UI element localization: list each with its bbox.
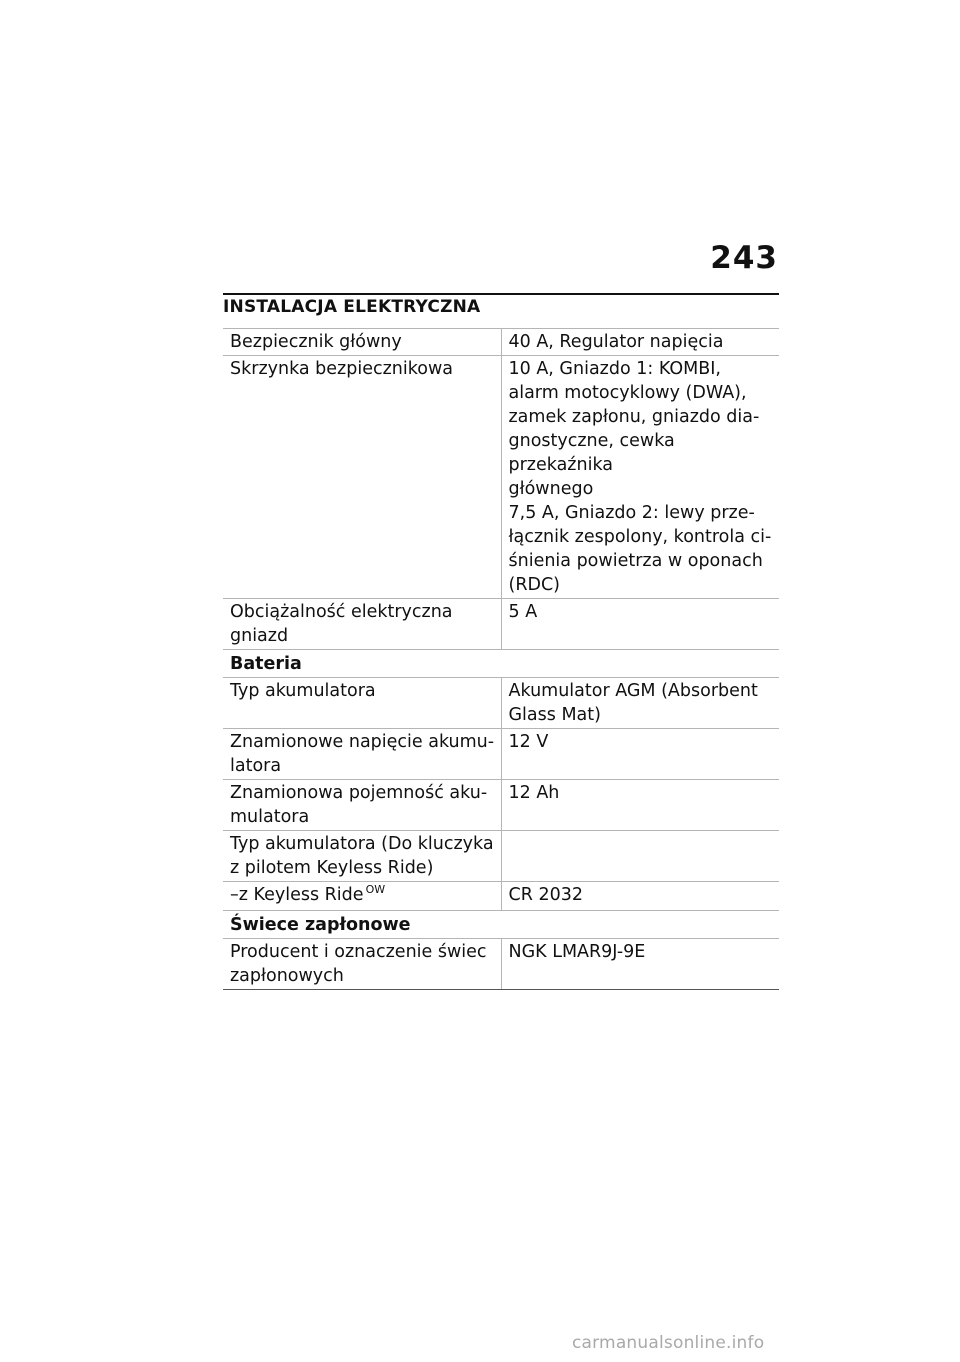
value-line: głównego	[508, 479, 594, 499]
label-line: z pilotem Keyless Ride)	[230, 858, 434, 878]
row-label	[223, 780, 501, 831]
row-label	[223, 729, 501, 780]
table-row	[223, 831, 779, 882]
row-value: 12 V	[501, 729, 779, 780]
table-row	[223, 882, 779, 911]
value-line: 7,5 A, Gniazdo 2: lewy prze-	[508, 503, 755, 523]
watermark: carmanualsonline.info	[572, 1333, 765, 1353]
row-label	[223, 882, 501, 911]
section-title: INSTALACJA ELEKTRYCZNA	[223, 297, 481, 317]
value-line: alarm motocyklowy (DWA),	[508, 383, 747, 403]
label-line: Znamionowa pojemność aku-	[230, 783, 488, 803]
row-value: 40 A, Regulator napięcia	[501, 329, 779, 356]
table-row	[223, 939, 779, 990]
label-line: mulatora	[230, 807, 310, 827]
spec-table	[223, 328, 779, 990]
label-superscript: OW	[365, 883, 386, 896]
row-value	[501, 831, 779, 882]
label-line: zapłonowych	[230, 966, 344, 986]
label-line: Obciążalność elektryczna	[230, 602, 453, 622]
label-line: Producent i oznaczenie świec	[230, 942, 487, 962]
table-row	[223, 780, 779, 831]
row-label: Skrzynka bezpiecznikowa	[223, 356, 501, 599]
table-row	[223, 329, 779, 356]
group-heading-spark-plugs: Świece zapłonowe	[223, 911, 779, 939]
table-row	[223, 678, 779, 729]
table-row	[223, 599, 779, 650]
row-value: 12 Ah	[501, 780, 779, 831]
row-label	[223, 831, 501, 882]
label-line: Typ akumulatora (Do kluczyka	[230, 834, 494, 854]
row-value	[501, 678, 779, 729]
group-heading-row	[223, 650, 779, 678]
value-line: 10 A, Gniazdo 1: KOMBI,	[508, 359, 721, 379]
row-value: 5 A	[501, 599, 779, 650]
row-label	[223, 939, 501, 990]
value-line: Glass Mat)	[508, 705, 601, 725]
value-line: zamek zapłonu, gniazdo dia-	[508, 407, 760, 427]
group-heading-battery: Bateria	[223, 650, 779, 678]
label-line: Znamionowe napięcie akumu-	[230, 732, 495, 752]
label-line: gniazd	[230, 626, 289, 646]
label-line: latora	[230, 756, 282, 776]
value-line: gnostyczne, cewka przekaźnika	[508, 431, 675, 475]
value-line: łącznik zespolony, kontrola ci-	[508, 527, 772, 547]
top-rule	[223, 293, 779, 295]
value-line: Akumulator AGM (Absorbent	[508, 681, 758, 701]
row-value	[501, 356, 779, 599]
value-line: (RDC)	[508, 575, 561, 595]
row-label: Typ akumulatora	[223, 678, 501, 729]
group-heading-row	[223, 911, 779, 939]
row-label	[223, 599, 501, 650]
value-line: śnienia powietrza w oponach	[508, 551, 763, 571]
row-label: Bezpiecznik główny	[223, 329, 501, 356]
page-number: 243	[710, 240, 778, 276]
table-row	[223, 729, 779, 780]
row-value: NGK LMAR9J-9E	[501, 939, 779, 990]
row-value: CR 2032	[501, 882, 779, 911]
table-row	[223, 356, 779, 599]
label-text: –z Keyless Ride	[230, 885, 364, 905]
